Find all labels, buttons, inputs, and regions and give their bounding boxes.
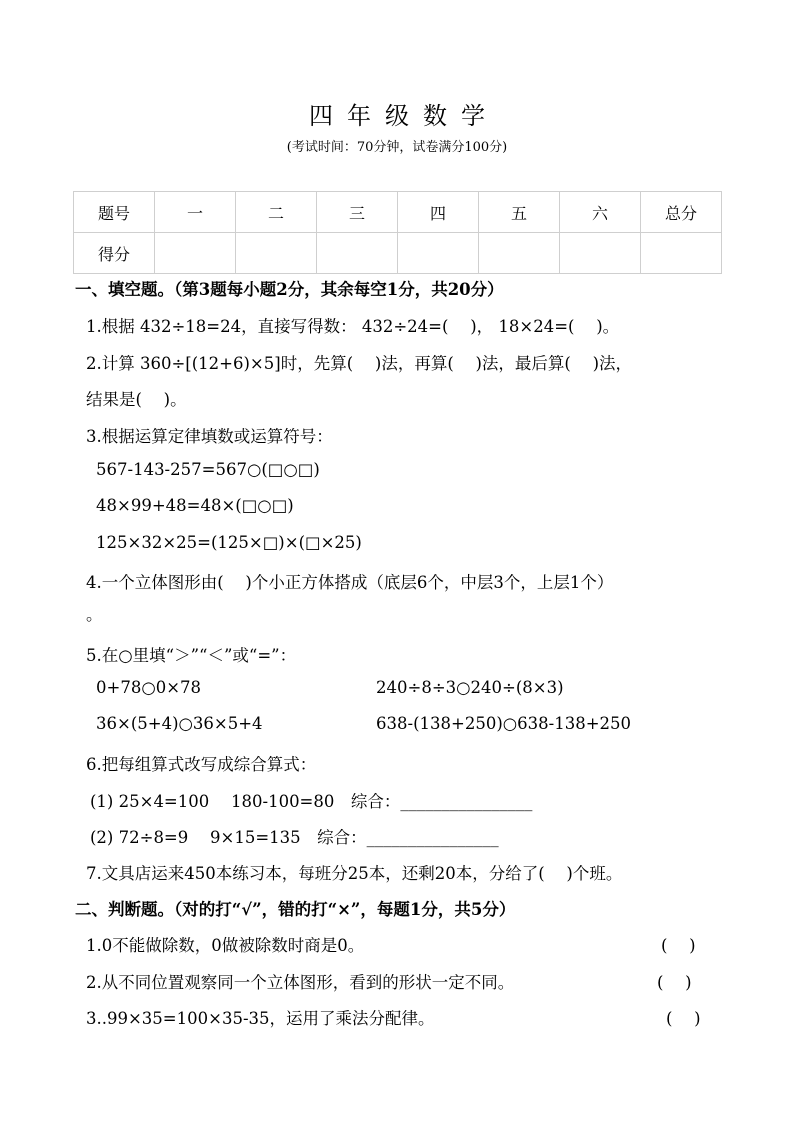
score-table-header-row [74, 192, 722, 233]
question-text: 567-143-257=567○(□○□) [96, 460, 320, 479]
score-table [73, 191, 722, 274]
score-cell: 六 [560, 192, 641, 233]
question-text: (2) 72÷8=9 9×15=135 综合：________________ [90, 828, 499, 847]
exam-info: (考试时间：70分钟，试卷满分100分) [286, 140, 508, 155]
score-cell [479, 233, 560, 274]
section-heading: 二、判断题。（对的打“√”，错的打“×”，每题1分，共5分） [75, 900, 516, 919]
score-cell: 四 [398, 192, 479, 233]
question-text: 3.根据运算定律填数或运算符号： [86, 427, 333, 446]
score-cell: 三 [317, 192, 398, 233]
question-text: 结果是( )。 [86, 390, 187, 409]
score-cell [155, 233, 236, 274]
answer-bracket: ( ) [657, 973, 692, 992]
score-cell: 一 [155, 192, 236, 233]
score-cell [398, 233, 479, 274]
question-text: 36×(5+4)○36×5+4 [96, 714, 263, 733]
question-text: 7.文具店运来450本练习本，每班分25本，还剩20本，分给了( )个班。 [86, 864, 623, 883]
question-text: 48×99+48=48×(□○□) [96, 496, 294, 515]
question-text: 240÷8÷3○240÷(8×3) [376, 678, 564, 697]
question-text: 638-(138+250)○638-138+250 [376, 714, 632, 733]
section-heading: 一、填空题。（第3题每小题2分，其余每空1分，共20分） [75, 280, 504, 299]
question-text: 1.根据 432÷18=24，直接写得数： 432÷24=( )， 18×24=( )。 [86, 317, 620, 336]
score-cell: 五 [479, 192, 560, 233]
score-cell [641, 233, 722, 274]
score-cell: 二 [236, 192, 317, 233]
question-text: 6.把每组算式改写成综合算式： [86, 755, 317, 774]
question-text: 2.从不同位置观察同一个立体图形，看到的形状一定不同。 [86, 973, 515, 992]
score-cell: 得分 [74, 233, 155, 274]
question-text: 5.在○里填“＞”“＜”或“=”： [86, 646, 297, 665]
score-cell: 题号 [74, 192, 155, 233]
page-title: 四年级数学 [309, 102, 499, 130]
question-text: 0+78○0×78 [96, 678, 202, 697]
score-cell: 总分 [641, 192, 722, 233]
question-text: 。 [86, 605, 103, 624]
score-cell [317, 233, 398, 274]
answer-bracket: ( ) [661, 936, 696, 955]
question-text: 1.0不能做除数，0做被除数时商是0。 [86, 936, 365, 955]
score-table-score-row [74, 233, 722, 274]
score-cell [560, 233, 641, 274]
question-text: (1) 25×4=100 180-100=80 综合：________________ [90, 792, 533, 811]
score-cell [236, 233, 317, 274]
answer-bracket: ( ) [666, 1009, 701, 1028]
question-text: 4.一个立体图形由( )个小正方体搭成（底层6个，中层3个，上层1个） [86, 573, 614, 592]
question-text: 3..99×35=100×35-35，运用了乘法分配律。 [86, 1009, 435, 1028]
question-text: 125×32×25=(125×□)×(□×25) [96, 533, 362, 552]
question-text: 2.计算 360÷[(12+6)×5]时，先算( )法，再算( )法，最后算( )法， [86, 354, 633, 373]
